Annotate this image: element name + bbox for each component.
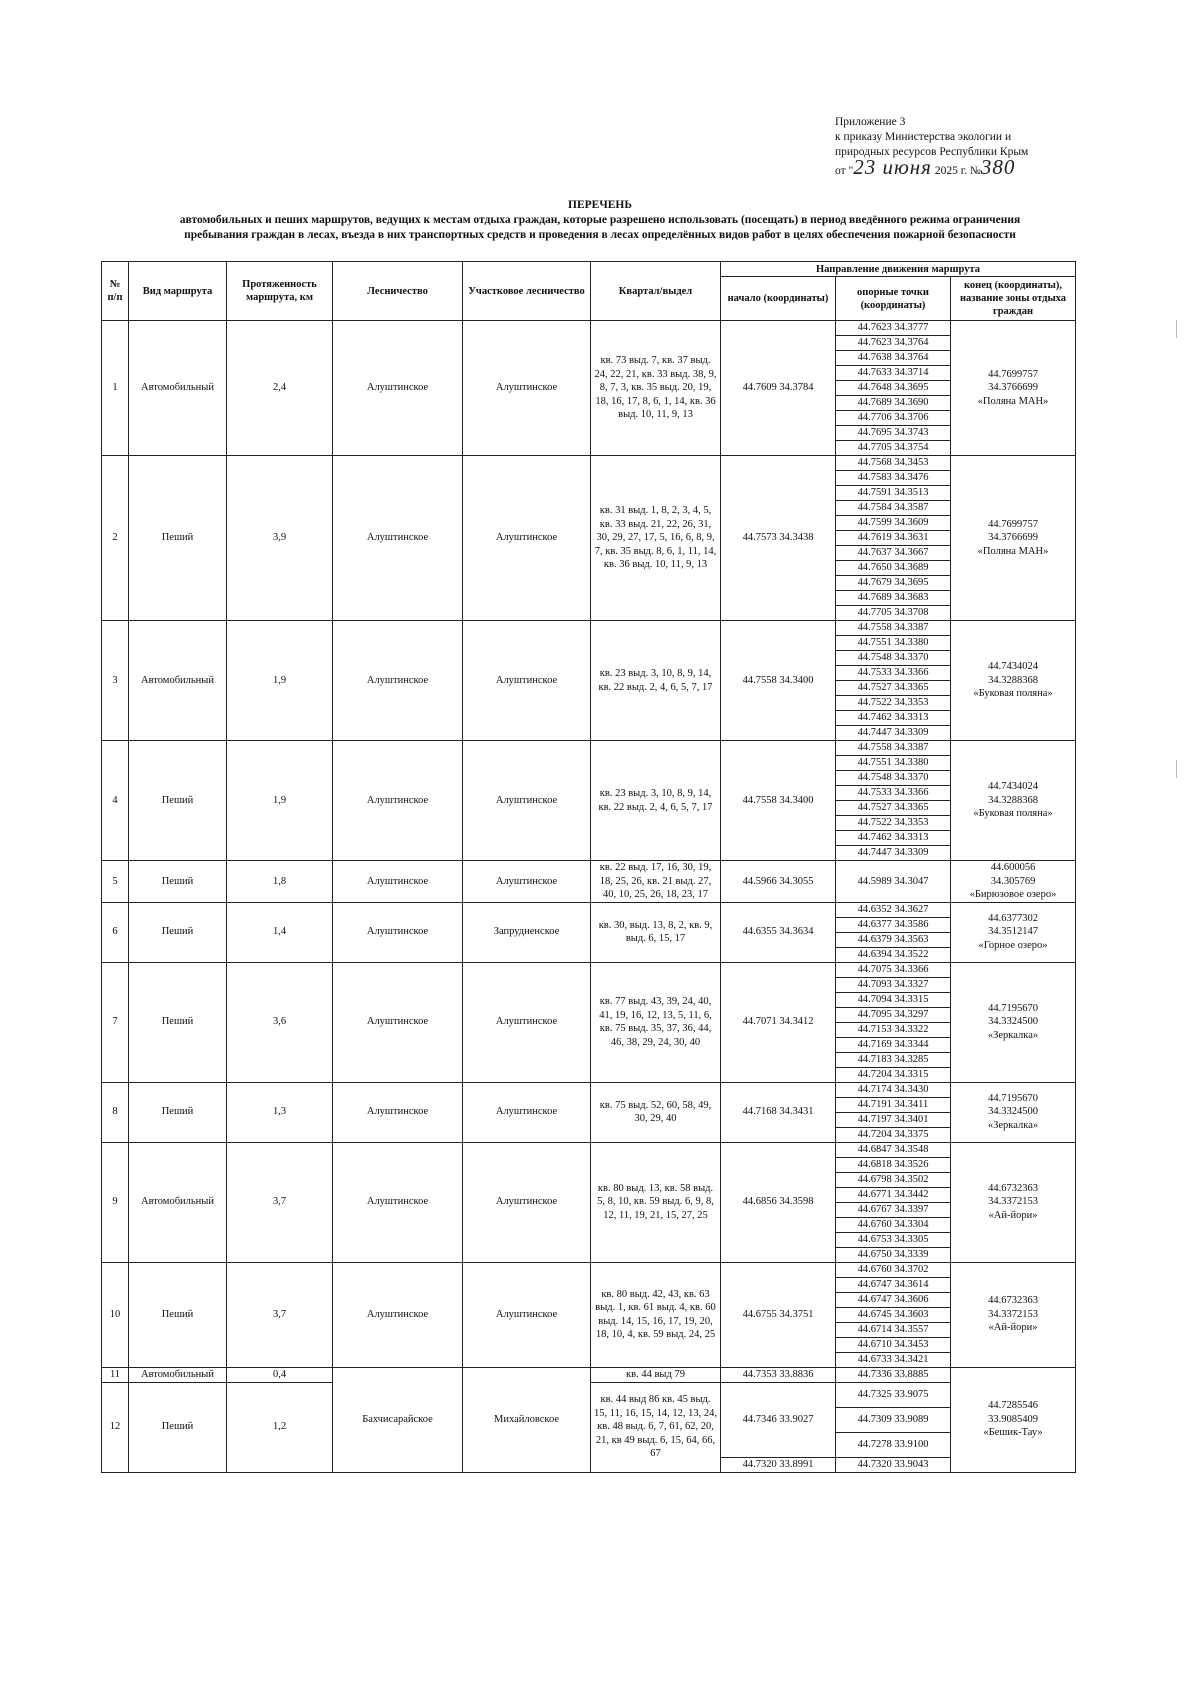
cell-district: Алуштинское	[463, 621, 591, 741]
end-line: 44.7434024	[988, 661, 1038, 673]
cell-point: 44.7336 33.8885	[836, 1367, 951, 1382]
cell-quarter: кв. 31 выд. 1, 8, 2, 3, 4, 5, кв. 33 выд. 21, 22, 26, 31, 30, 29, 27, 17, 5, 16, 6, 8, 9, 7, кв. 35 выд. 8, 6, 1, 11, 14, кв. 36 выд. 10, 11, 9, 13	[591, 456, 721, 621]
cell-quarter: кв. 75 выд. 52, 60, 58, 49, 30, 29, 40	[591, 1082, 721, 1142]
end-line: 44.7195670	[988, 1092, 1038, 1104]
cell-point: 44.6377 34.3586	[836, 917, 951, 932]
end-line: «Поляна МАН»	[977, 545, 1049, 557]
cell-point: 44.7599 34.3609	[836, 516, 951, 531]
cell-num: 11	[102, 1367, 129, 1382]
cell-district: Алуштинское	[463, 1262, 591, 1367]
cell-type: Автомобильный	[129, 1367, 227, 1382]
cell-point: 44.7533 34.3366	[836, 786, 951, 801]
cell-point: 44.7278 33.9100	[836, 1432, 951, 1457]
end-line: «Буковая поляна»	[973, 688, 1053, 700]
table-row	[102, 321, 1076, 336]
cell-point: 44.7325 33.9075	[836, 1382, 951, 1407]
cell-point: 44.7462 34.3313	[836, 831, 951, 846]
cell-point: 44.6352 34.3627	[836, 902, 951, 917]
cell-point: 44.7093 34.3327	[836, 977, 951, 992]
end-line: 33.9085409	[988, 1413, 1038, 1425]
end-line: 44.6732363	[988, 1295, 1038, 1307]
cell-length: 1,8	[227, 861, 333, 903]
cell-point: 44.6394 34.3522	[836, 947, 951, 962]
cell-point: 44.7558 34.3387	[836, 621, 951, 636]
cell-point: 44.6750 34.3339	[836, 1247, 951, 1262]
cell-type: Пеший	[129, 456, 227, 621]
cell-end	[951, 1367, 1076, 1472]
cell-point: 44.7689 34.3690	[836, 396, 951, 411]
cell-point: 44.7533 34.3366	[836, 666, 951, 681]
cell-point: 44.6710 34.3453	[836, 1337, 951, 1352]
cell-start: 44.5966 34.3055	[721, 861, 836, 903]
table-row	[102, 962, 1076, 977]
cell-point: 44.7197 34.3401	[836, 1112, 951, 1127]
cell-end	[951, 1262, 1076, 1367]
cell-start: 44.7558 34.3400	[721, 741, 836, 861]
cell-quarter: кв. 80 выд. 13, кв. 58 выд. 5, 8, 10, кв. 59 выд. 6, 9, 8, 12, 11, 19, 21, 15, 27, 25	[591, 1142, 721, 1262]
cell-point: 44.7551 34.3380	[836, 756, 951, 771]
cell-point: 44.7568 34.3453	[836, 456, 951, 471]
cell-point: 44.7075 34.3366	[836, 962, 951, 977]
appendix-line-3: природных ресурсов Республики Крым	[835, 146, 1029, 158]
cell-length: 1,4	[227, 902, 333, 962]
cell-num: 8	[102, 1082, 129, 1142]
cell-district: Алуштинское	[463, 1142, 591, 1262]
cell-point: 44.7204 34.3315	[836, 1067, 951, 1082]
cell-type: Автомобильный	[129, 621, 227, 741]
cell-district: Алуштинское	[463, 1082, 591, 1142]
cell-point: 44.7551 34.3380	[836, 636, 951, 651]
cell-start: 44.7353 33.8836	[721, 1367, 836, 1382]
cell-point: 44.6379 34.3563	[836, 932, 951, 947]
cell-type: Пеший	[129, 1382, 227, 1472]
cell-length: 2,4	[227, 321, 333, 456]
end-line: «Зеркалка»	[987, 1029, 1039, 1041]
col-header-quarter: Квартал/выдел	[591, 262, 721, 321]
cell-point: 44.7637 34.3667	[836, 546, 951, 561]
cell-forestry: Бахчисарайское	[333, 1367, 463, 1472]
cell-forestry: Алуштинское	[333, 861, 463, 903]
title-line-3: пребывания граждан в лесах, въезда в них транспортных средств и проведения в лесах определённых видов работ в целях обеспечения пожарной безопасности	[184, 229, 1016, 241]
cell-end	[951, 456, 1076, 621]
cell-point: 44.7695 34.3743	[836, 426, 951, 441]
cell-point: 44.7558 34.3387	[836, 741, 951, 756]
cell-start: 44.7168 34.3431	[721, 1082, 836, 1142]
cell-forestry: Алуштинское	[333, 456, 463, 621]
cell-length: 1,9	[227, 741, 333, 861]
cell-point: 44.7447 34.3309	[836, 846, 951, 861]
cell-end	[951, 1142, 1076, 1262]
cell-point: 44.6771 34.3442	[836, 1187, 951, 1202]
cell-point: 44.6747 34.3606	[836, 1292, 951, 1307]
end-line: 34.3288368	[988, 794, 1038, 806]
col-header-points: опорные точки (координаты)	[836, 277, 951, 321]
table-row	[102, 902, 1076, 917]
end-line: 44.7699757	[988, 518, 1038, 530]
cell-point: 44.6818 34.3526	[836, 1157, 951, 1172]
cell-point: 44.7153 34.3322	[836, 1022, 951, 1037]
cell-point: 44.7584 34.3587	[836, 501, 951, 516]
cell-point: 44.7522 34.3353	[836, 816, 951, 831]
cell-point: 44.7548 34.3370	[836, 651, 951, 666]
cell-point: 44.7169 34.3344	[836, 1037, 951, 1052]
cell-forestry: Алуштинское	[333, 1262, 463, 1367]
cell-quarter: кв. 73 выд. 7, кв. 37 выд. 24, 22, 21, кв. 33 выд. 38, 9, 8, 7, 3, кв. 35 выд. 20, 19, 18, 16, 17, 8, 6, 1, 14, кв. 36 выд. 10, 11, 9, 13	[591, 321, 721, 456]
col-header-start: начало (координаты)	[721, 277, 836, 321]
cell-start: 44.7573 34.3438	[721, 456, 836, 621]
date-prefix: от "	[835, 165, 854, 177]
cell-point: 44.6760 34.3702	[836, 1262, 951, 1277]
scan-mark	[1176, 760, 1177, 778]
cell-point: 44.6733 34.3421	[836, 1352, 951, 1367]
date-year: 2025 г. №	[934, 165, 981, 177]
cell-end	[951, 1082, 1076, 1142]
cell-point: 44.7527 34.3365	[836, 801, 951, 816]
cell-point: 44.6798 34.3502	[836, 1172, 951, 1187]
cell-forestry: Алуштинское	[333, 741, 463, 861]
cell-district: Запрудненское	[463, 902, 591, 962]
cell-type: Пеший	[129, 962, 227, 1082]
cell-point: 44.7309 33.9089	[836, 1407, 951, 1432]
end-line: 34.3372153	[988, 1308, 1038, 1320]
cell-num: 6	[102, 902, 129, 962]
end-line: 44.7195670	[988, 1002, 1038, 1014]
cell-district: Алуштинское	[463, 741, 591, 861]
title-line-2: автомобильных и пеших маршрутов, ведущих к местам отдыха граждан, которые разрешено использовать (посещать) в период введённого режима ограничения	[179, 214, 1021, 226]
table-row	[102, 1142, 1076, 1157]
end-line: «Ай-йори»	[988, 1209, 1038, 1221]
cell-forestry: Алуштинское	[333, 321, 463, 456]
appendix-date-line	[835, 155, 1155, 179]
cell-quarter: кв. 22 выд. 17, 16, 30, 19, 18, 25, 26, кв. 21 выд. 27, 40, 10, 25, 26, 18, 23, 17	[591, 861, 721, 903]
end-line: «Поляна МАН»	[977, 395, 1049, 407]
cell-point: 44.7320 33.9043	[836, 1457, 951, 1472]
cell-point: 44.7623 34.3777	[836, 321, 951, 336]
cell-num: 7	[102, 962, 129, 1082]
cell-type: Автомобильный	[129, 1142, 227, 1262]
cell-num: 12	[102, 1382, 129, 1472]
cell-num: 1	[102, 321, 129, 456]
col-header-length: Протяженность маршрута, км	[227, 262, 333, 321]
table-row	[102, 456, 1076, 471]
cell-end	[951, 621, 1076, 741]
cell-point: 44.7591 34.3513	[836, 486, 951, 501]
end-line: 44.6732363	[988, 1182, 1038, 1194]
cell-point: 44.6745 34.3603	[836, 1307, 951, 1322]
handwritten-date: 23 июня	[853, 155, 932, 179]
cell-forestry: Алуштинское	[333, 1142, 463, 1262]
cell-point: 44.7095 34.3297	[836, 1007, 951, 1022]
end-line: 34.3324500	[988, 1106, 1038, 1118]
cell-forestry: Алуштинское	[333, 902, 463, 962]
cell-start: 44.7609 34.3784	[721, 321, 836, 456]
cell-point: 44.6753 34.3305	[836, 1232, 951, 1247]
end-line: 34.3372153	[988, 1196, 1038, 1208]
end-line: «Бирюзовое озеро»	[969, 889, 1057, 900]
cell-district: Алуштинское	[463, 321, 591, 456]
appendix-block	[835, 115, 1155, 179]
cell-point: 44.7650 34.3689	[836, 561, 951, 576]
cell-point: 44.7174 34.3430	[836, 1082, 951, 1097]
cell-start: 44.7558 34.3400	[721, 621, 836, 741]
end-line: 34.3288368	[988, 674, 1038, 686]
cell-end	[951, 321, 1076, 456]
cell-quarter: кв. 80 выд. 42, 43, кв. 63 выд. 1, кв. 61 выд. 4, кв. 60 выд. 14, 15, 16, 17, 19, 20, 18, 10, 4, кв. 59 выд. 24, 25	[591, 1262, 721, 1367]
cell-end	[951, 962, 1076, 1082]
cell-length: 3,7	[227, 1142, 333, 1262]
cell-forestry: Алуштинское	[333, 962, 463, 1082]
cell-point: 44.6767 34.3397	[836, 1202, 951, 1217]
cell-point: 44.6714 34.3557	[836, 1322, 951, 1337]
table-row	[102, 1082, 1076, 1097]
cell-quarter: кв. 30, выд. 13, 8, 2, кв. 9, выд. 6, 15, 17	[591, 902, 721, 962]
cell-end	[951, 861, 1076, 903]
cell-point: 44.7705 34.3754	[836, 441, 951, 456]
document-title	[0, 198, 1200, 243]
cell-point: 44.7583 34.3476	[836, 471, 951, 486]
end-line: 44.7699757	[988, 368, 1038, 380]
cell-point: 44.6747 34.3614	[836, 1277, 951, 1292]
cell-type: Пеший	[129, 1082, 227, 1142]
col-header-forestry: Лесничество	[333, 262, 463, 321]
cell-length: 3,9	[227, 456, 333, 621]
cell-point: 44.7191 34.3411	[836, 1097, 951, 1112]
cell-start: 44.7346 33.9027	[721, 1382, 836, 1457]
cell-point: 44.7638 34.3764	[836, 351, 951, 366]
cell-num: 10	[102, 1262, 129, 1367]
cell-point: 44.7447 34.3309	[836, 726, 951, 741]
cell-num: 4	[102, 741, 129, 861]
appendix-line-1: Приложение 3	[835, 116, 906, 128]
title-heading: ПЕРЕЧЕНЬ	[568, 199, 632, 211]
cell-end	[951, 741, 1076, 861]
cell-point: 44.5989 34.3047	[836, 861, 951, 903]
cell-start: 44.7320 33.8991	[721, 1457, 836, 1472]
col-header-district: Участковое лесничество	[463, 262, 591, 321]
cell-point: 44.6847 34.3548	[836, 1142, 951, 1157]
cell-length: 3,7	[227, 1262, 333, 1367]
end-line: «Зеркалка»	[987, 1119, 1039, 1131]
cell-length: 1,3	[227, 1082, 333, 1142]
cell-point: 44.7094 34.3315	[836, 992, 951, 1007]
end-line: 34.3766699	[988, 532, 1038, 544]
end-line: 44.6377302	[988, 912, 1038, 924]
end-line: «Бешик-Тау»	[983, 1427, 1043, 1439]
cell-type: Пеший	[129, 741, 227, 861]
cell-forestry: Алуштинское	[333, 1082, 463, 1142]
cell-quarter: кв. 77 выд. 43, 39, 24, 40, 41, 19, 16, 12, 13, 5, 11, 6, кв. 75 выд. 35, 37, 36, 44, 46, 38, 29, 24, 30, 40	[591, 962, 721, 1082]
cell-type: Пеший	[129, 902, 227, 962]
cell-num: 2	[102, 456, 129, 621]
scan-mark	[1176, 320, 1177, 338]
cell-num: 9	[102, 1142, 129, 1262]
end-line: 44.7434024	[988, 781, 1038, 793]
end-line: «Горное озеро»	[978, 939, 1048, 951]
cell-end	[951, 902, 1076, 962]
cell-quarter: кв. 23 выд. 3, 10, 8, 9, 14, кв. 22 выд. 2, 4, 6, 5, 7, 17	[591, 621, 721, 741]
end-line: 44.600056	[990, 862, 1036, 873]
table-row	[102, 1367, 1076, 1382]
cell-num: 3	[102, 621, 129, 741]
col-header-num: № п/п	[102, 262, 129, 321]
end-line: 34.3766699	[988, 382, 1038, 394]
handwritten-number: 380	[980, 155, 1016, 179]
cell-point: 44.7648 34.3695	[836, 381, 951, 396]
end-line: 34.3512147	[988, 926, 1038, 938]
cell-quarter: кв. 44 выд 79	[591, 1367, 721, 1382]
col-header-end: конец (координаты), название зоны отдыха граждан	[951, 277, 1076, 321]
cell-point: 44.7679 34.3695	[836, 576, 951, 591]
cell-type: Пеший	[129, 861, 227, 903]
end-line: 34.305769	[990, 875, 1036, 887]
cell-point: 44.7633 34.3714	[836, 366, 951, 381]
end-line: 44.7285546	[988, 1400, 1038, 1412]
cell-district: Михайловское	[463, 1367, 591, 1472]
cell-start: 44.6856 34.3598	[721, 1142, 836, 1262]
end-line: «Ай-йори»	[988, 1322, 1038, 1334]
cell-district: Алуштинское	[463, 456, 591, 621]
col-header-type: Вид маршрута	[129, 262, 227, 321]
cell-district: Алуштинское	[463, 962, 591, 1082]
cell-length: 1,9	[227, 621, 333, 741]
cell-length: 1,2	[227, 1382, 333, 1472]
cell-point: 44.7527 34.3365	[836, 681, 951, 696]
cell-point: 44.7522 34.3353	[836, 696, 951, 711]
cell-quarter: кв. 44 выд 86 кв. 45 выд. 15, 11, 16, 15, 14, 12, 13, 24, кв. 48 выд. 6, 7, 61, 62, 20, 21, кв 49 выд. 6, 15, 64, 66, 67	[591, 1382, 721, 1472]
end-line: 34.3324500	[988, 1016, 1038, 1028]
cell-point: 44.7705 34.3708	[836, 606, 951, 621]
cell-point: 44.7706 34.3706	[836, 411, 951, 426]
table-row	[102, 861, 1076, 903]
table-row	[102, 741, 1076, 756]
cell-point: 44.7183 34.3285	[836, 1052, 951, 1067]
cell-point: 44.7689 34.3683	[836, 591, 951, 606]
cell-start: 44.6355 34.3634	[721, 902, 836, 962]
cell-district: Алуштинское	[463, 861, 591, 903]
table-row	[102, 621, 1076, 636]
end-line: «Буковая поляна»	[973, 808, 1053, 820]
cell-forestry: Алуштинское	[333, 621, 463, 741]
routes-table	[101, 261, 1076, 1473]
col-header-direction: Направление движения маршрута	[721, 262, 1076, 277]
cell-point: 44.7623 34.3764	[836, 336, 951, 351]
cell-start: 44.6755 34.3751	[721, 1262, 836, 1367]
cell-point: 44.7204 34.3375	[836, 1127, 951, 1142]
cell-length: 0,4	[227, 1367, 333, 1382]
cell-point: 44.7548 34.3370	[836, 771, 951, 786]
cell-point: 44.7619 34.3631	[836, 531, 951, 546]
cell-point: 44.6760 34.3304	[836, 1217, 951, 1232]
cell-start: 44.7071 34.3412	[721, 962, 836, 1082]
appendix-line-2: к приказу Министерства экологии и	[835, 131, 1012, 143]
cell-point: 44.7462 34.3313	[836, 711, 951, 726]
cell-quarter: кв. 23 выд. 3, 10, 8, 9, 14, кв. 22 выд. 2, 4, 6, 5, 7, 17	[591, 741, 721, 861]
cell-num: 5	[102, 861, 129, 903]
cell-type: Пеший	[129, 1262, 227, 1367]
cell-length: 3,6	[227, 962, 333, 1082]
cell-type: Автомобильный	[129, 321, 227, 456]
table-row	[102, 1262, 1076, 1277]
